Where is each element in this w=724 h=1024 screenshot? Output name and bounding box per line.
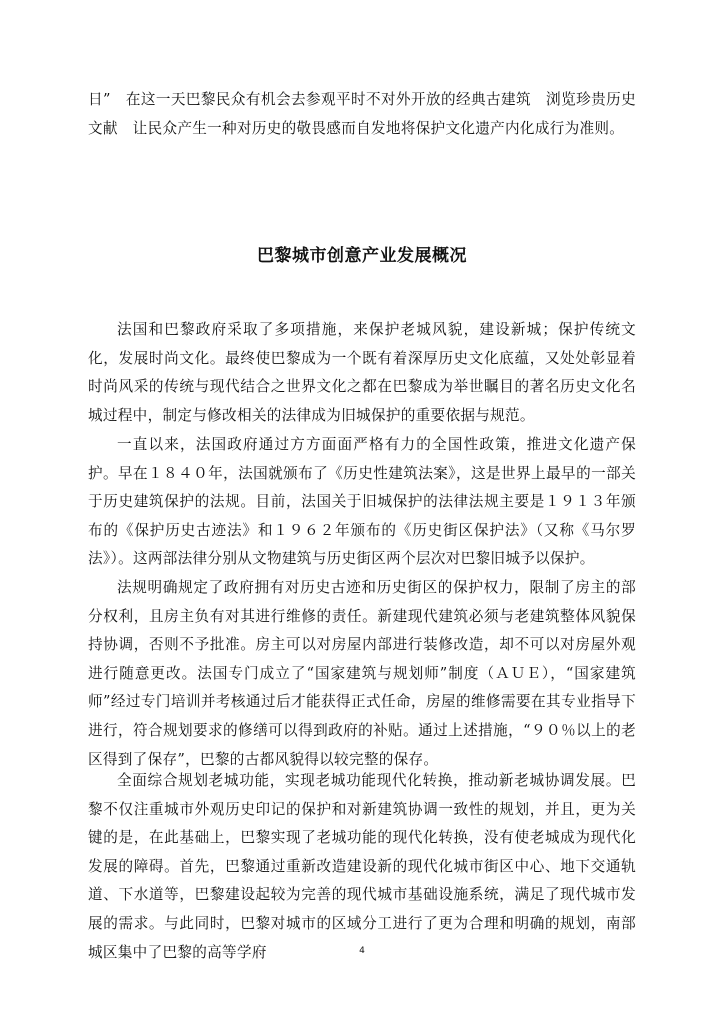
body-paragraph-2: 一直以来，法国政府通过方方面面严格有力的全国性政策，推进文化遗产保护。早在１８４０年，法国就颁布了《历史性建筑法案》，这是世界上最早的一部关于历史建筑保护的法规。目前，法国关于旧城保护的法律法规主要是１９１３年颁布的《保护历史古迹法》和１９６２年颁布的《历史街区保护法》（又称《马尔罗法》）。这两部法律分别从文物建筑与历史街区两个层次对巴黎旧城予以保护。: [88, 436, 636, 568]
page-number: 4: [359, 946, 365, 956]
body-paragraph-1: 法国和巴黎政府采取了多项措施，来保护老城风貌，建设新城；保护传统文化，发展时尚文化。最终使巴黎成为一个既有着深厚历史文化底蕴，又处处彰显着时尚风采的传统与现代结合之世界文化之都在巴黎成为举世瞩目的著名历史文化名城过程中，制定与修改相关的法律成为旧城保护的重要依据与规范。: [88, 321, 636, 424]
intro-paragraph: 日” 在这一天巴黎民众有机会去参观平时不对外开放的经典古建筑 浏览珍贵历史文献 让民众产生一种对历史的敬畏感而自发地将保护文化遗产内化成行为准则。: [88, 91, 636, 137]
body-paragraph-4: 全面综合规划老城功能，实现老城功能现代化转换，推动新老城协调发展。巴黎不仅注重城市外观历史印记的保护和对新建筑协调一致性的规划，并且，更为关键的是，在此基础上，巴黎实现了老城功能的现代化转换，没有使老城成为现代化发展的障碍。首先，巴黎通过重新改造建设新的现代化城市街区中心、地下交通轨道、下水道等，巴黎建设起较为完善的现代城市基础设施系统，满足了现代城市发展的需求。与此同时，巴黎对城市的区域分工进行了更为合理和明确的规划，南部城区集中了巴黎的高等学府: [88, 772, 636, 961]
section-title: 巴黎城市创意产业发展概况: [257, 246, 467, 266]
body-paragraph-3: 法规明确规定了政府拥有对历史古迹和历史街区的保护权力，限制了房主的部分权利，且房主负有对其进行维修的责任。新建现代建筑必须与老建筑整体风貌保持协调，否则不予批准。房主可以对房屋内部进行装修改造，却不可以对房屋外观进行随意更改。法国专门成立了“国家建筑与规划师”制度（ＡＵＥ），“国家建筑师”经过专门培训并考核通过后才能获得正式任命，房屋的维修需要在其专业指导下进行，符合规划要求的修缮可以得到政府的补贴。通过上述措施，“９０％以上的老区得到了保存”，巴黎的古都风貌得以较完整的保存。: [88, 579, 636, 768]
